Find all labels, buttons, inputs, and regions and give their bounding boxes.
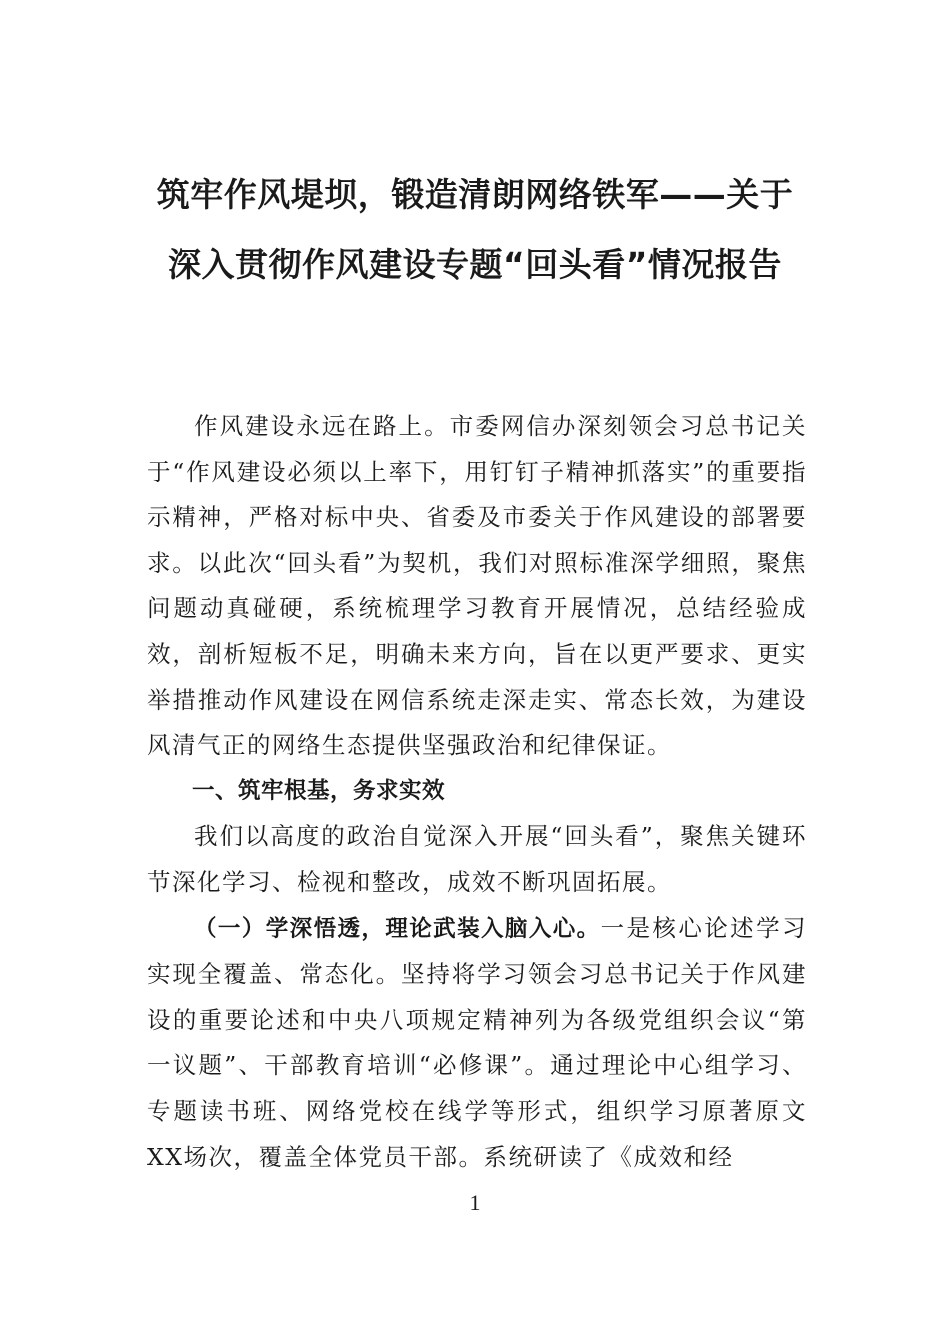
subsection-text: 一是核心论述学习实现全覆盖、常态化。坚持将学习领会习总书记关于作风建设的重要论述和中央八项规定精神列为各级党组织会议“第一议题”、干部教育培训“必修课”。通过理论中心组学习、专题读书班、网络党校在线学等形式，组织学习原著原文XX场次，覆盖全体党员干部。系统研读了《成效和经 — [147, 913, 807, 1171]
section-paragraph: 我们以高度的政治自觉深入开展“回头看”，聚焦关键环节深化学习、检视和整改，成效不断巩固拓展。 — [147, 822, 807, 896]
section-heading: 一、筑牢根基，务求实效 — [192, 777, 446, 804]
document-title: 筑牢作风堤坝，锻造清朗网络铁军——关于深入贯彻作风建设专题“回头看”情况报告 — [156, 175, 794, 284]
subsection-heading: （一）学深悟透，理论武装入脑入心。 — [194, 915, 601, 942]
subsection-paragraph — [147, 906, 807, 1181]
page-number: 1 — [469, 1190, 481, 1215]
document-body — [147, 404, 807, 1180]
intro-paragraph: 作风建设永远在路上。市委网信办深刻领会习总书记关于“作风建设必须以上率下，用钉钉子精神抓落实”的重要指示精神，严格对标中央、省委及市委关于作风建设的部署要求。以此次“回头看”为契机，我们对照标准深学细照，聚焦问题动真碰硬，系统梳理学习教育开展情况，总结经验成效，剖析短板不足，明确未来方向，旨在以更严要求、更实举措推动作风建设在网信系统走深走实、常态长效，为建设风清气正的网络生态提供坚强政治和纪律保证。 — [147, 412, 807, 760]
